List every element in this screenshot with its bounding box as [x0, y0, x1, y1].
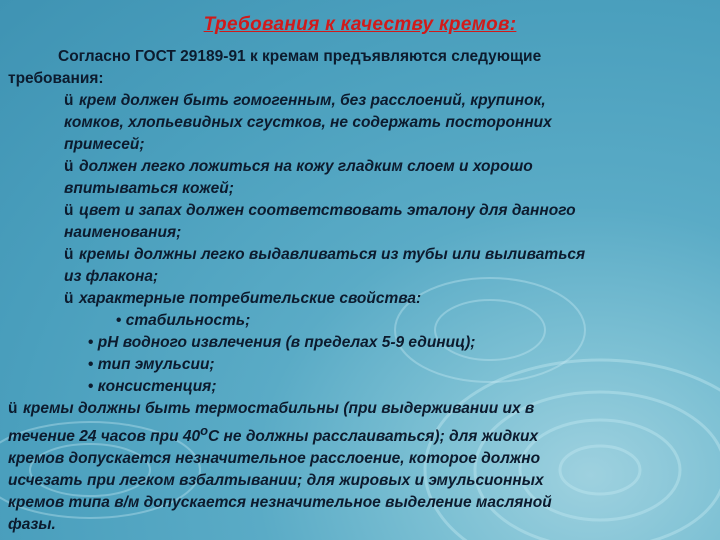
bullet-icon: • [88, 334, 94, 351]
checkmark-icon: ü [8, 400, 18, 417]
checkmark-icon: ü [64, 246, 74, 263]
requirement-text: впитываться кожей; [64, 180, 234, 197]
requirement-text: течение 24 часов при 40 [8, 428, 201, 446]
slide-title: Требования к качеству кремов: [203, 14, 517, 35]
property-item [8, 376, 708, 398]
requirement-text: характерные потребительские свойства: [79, 290, 422, 307]
requirement-text: наименования; [64, 224, 182, 241]
requirement-text: фазы. [8, 516, 56, 534]
bullet-icon: • [88, 378, 94, 395]
property-text: тип эмульсии; [97, 356, 215, 373]
requirements-body [8, 46, 708, 536]
requirement-text: из флакона; [64, 268, 159, 285]
requirement-text: кремы должны легко выдавливаться из тубы или выливаться [79, 246, 586, 263]
checkmark-icon: ü [64, 92, 74, 109]
requirement-item [64, 90, 708, 156]
requirement-text: кремов типа в/м допускается незначительное выделение масляной [8, 494, 552, 512]
requirement-item-last [8, 398, 708, 536]
bullet-icon: • [88, 356, 94, 373]
property-item [8, 354, 708, 376]
property-text: стабильность; [125, 312, 251, 329]
requirement-text: комков, хлопьевидных сгустков, не содержать посторонних [64, 114, 552, 131]
property-text: консистенция; [97, 378, 217, 395]
requirement-item [64, 156, 708, 200]
requirement-text: должен легко ложиться на кожу гладким слоем и хорошо [79, 158, 533, 175]
requirement-text: исчезать при легком взбалтывании; для жировых и эмульсионных [8, 472, 544, 490]
property-text: pH водного извлечения (в пределах 5-9 единиц); [97, 334, 476, 351]
requirement-text: кремов допускается незначительное расслоение, которое должно [8, 450, 541, 468]
intro-first-line: Согласно ГОСТ 29189-91 к кремам предъявляются следующие [58, 48, 542, 65]
requirement-text: С не должны расслаиваться); для жидких [208, 428, 539, 446]
bullet-icon: • [116, 312, 122, 329]
requirement-text: примесей; [64, 136, 145, 153]
checkmark-icon: ü [64, 202, 74, 219]
intro-text-tail: требования: [8, 70, 104, 87]
requirement-text: крем должен быть гомогенным, без расслоений, крупинок, [79, 92, 546, 109]
property-item [8, 310, 708, 332]
property-item [8, 332, 708, 354]
intro-text [8, 46, 708, 68]
checkmark-icon: ü [64, 290, 74, 307]
requirement-item [64, 244, 708, 288]
requirement-text: цвет и запах должен соответствовать эталону для данного [79, 202, 576, 219]
requirement-item [64, 200, 708, 244]
checkmark-icon: ü [64, 158, 74, 175]
degree-superscript: о [200, 423, 209, 438]
requirement-text: кремы должны быть термостабильны (при выдерживании их в [23, 400, 535, 417]
requirement-item [64, 288, 708, 310]
